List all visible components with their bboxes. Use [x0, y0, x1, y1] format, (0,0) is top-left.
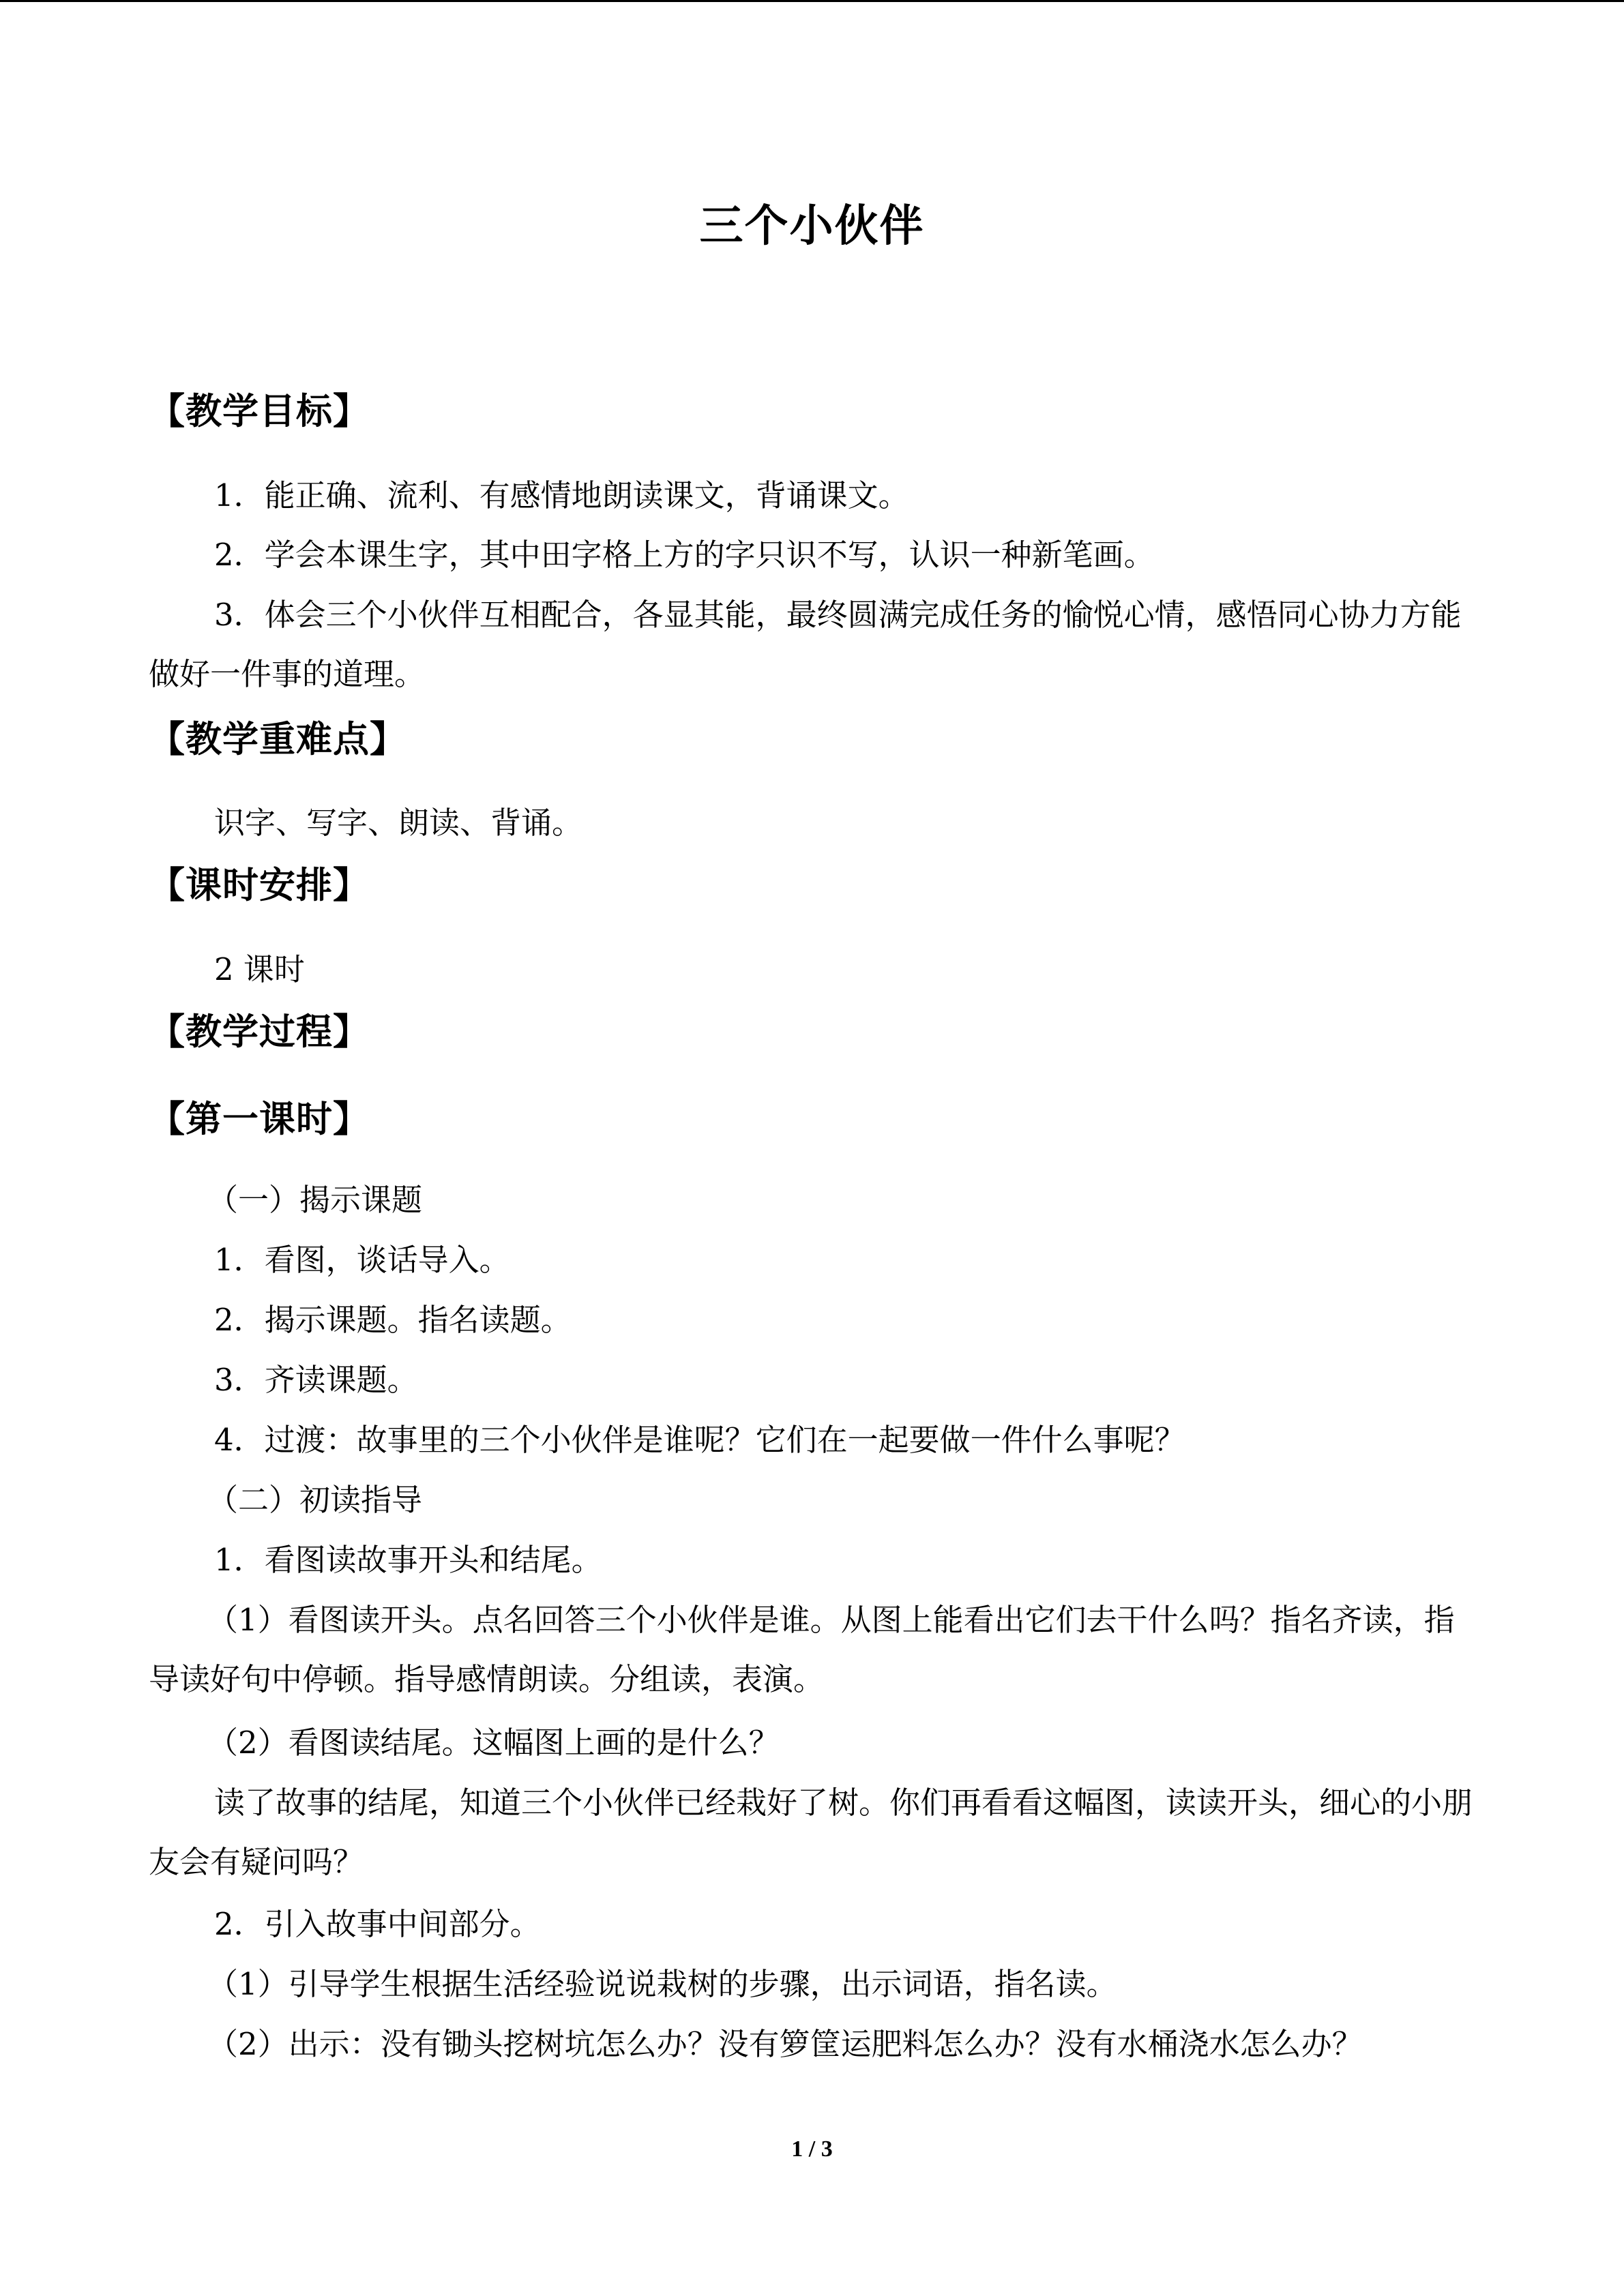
- section-heading-process: 【教学过程】: [149, 1011, 370, 1053]
- goal-item-3: 3．体会三个小伙伴互相配合，各显其能，最终圆满完成任务的愉悦心情，感悟同心协力方能做好一件事的道理。: [149, 597, 1462, 692]
- section-heading-goals: 【教学目标】: [149, 390, 370, 432]
- section-heading-key-points: 【教学重难点】: [149, 718, 407, 760]
- lesson1-paragraph: 读了故事的结尾，知道三个小伙伴已经栽好了树。你们再看看这幅图，读读开头，细心的小朋友会有疑问吗？: [149, 1785, 1473, 1880]
- goal-item-1: 1．能正确、流利、有感情地朗读课文，背诵课文。: [214, 477, 909, 513]
- lesson1-paragraph: （1）看图读开头。点名回答三个小伙伴是谁。从图上能看出它们去干什么吗？指名齐读，指导读好句中停顿。指导感情朗读。分组读，表演。: [149, 1602, 1455, 1697]
- lesson1-paragraph: 2．揭示课题。指名读题。: [214, 1302, 572, 1338]
- lesson1-paragraph: 1．看图，谈话导入。: [214, 1242, 510, 1278]
- lesson1-paragraph: 4．过渡：故事里的三个小伙伴是谁呢？它们在一起要做一件什么事呢？: [214, 1422, 1185, 1458]
- lesson1-paragraph: （一）揭示课题: [207, 1182, 423, 1218]
- goal-item-2: 2．学会本课生字，其中田字格上方的字只识不写，认识一种新笔画。: [214, 537, 1155, 573]
- document-title: 三个小伙伴: [699, 200, 925, 252]
- key-points-text: 识字、写字、朗读、背诵。: [214, 805, 583, 841]
- lesson1-paragraph: 1．看图读故事开头和结尾。: [214, 1542, 602, 1578]
- section-heading-lesson1: 【第一课时】: [149, 1098, 370, 1140]
- lesson1-paragraph: （2）出示：没有锄头挖树坑怎么办？没有箩筐运肥料怎么办？没有水桶浇水怎么办？: [207, 2026, 1363, 2062]
- lesson1-paragraph: （2）看图读结尾。这幅图上画的是什么？: [207, 1725, 780, 1761]
- schedule-text: 2 课时: [214, 951, 305, 987]
- lesson1-paragraph: 3．齐读课题。: [214, 1362, 418, 1398]
- lesson1-paragraph: （二）初读指导: [207, 1482, 423, 1518]
- section-heading-schedule: 【课时安排】: [149, 864, 370, 906]
- lesson1-paragraph: 2．引入故事中间部分。: [214, 1906, 541, 1942]
- lesson1-paragraph: （1）引导学生根据生活经验说说栽树的步骤，出示词语，指名读。: [207, 1966, 1117, 2002]
- page-number: 1 / 3: [791, 2136, 833, 2162]
